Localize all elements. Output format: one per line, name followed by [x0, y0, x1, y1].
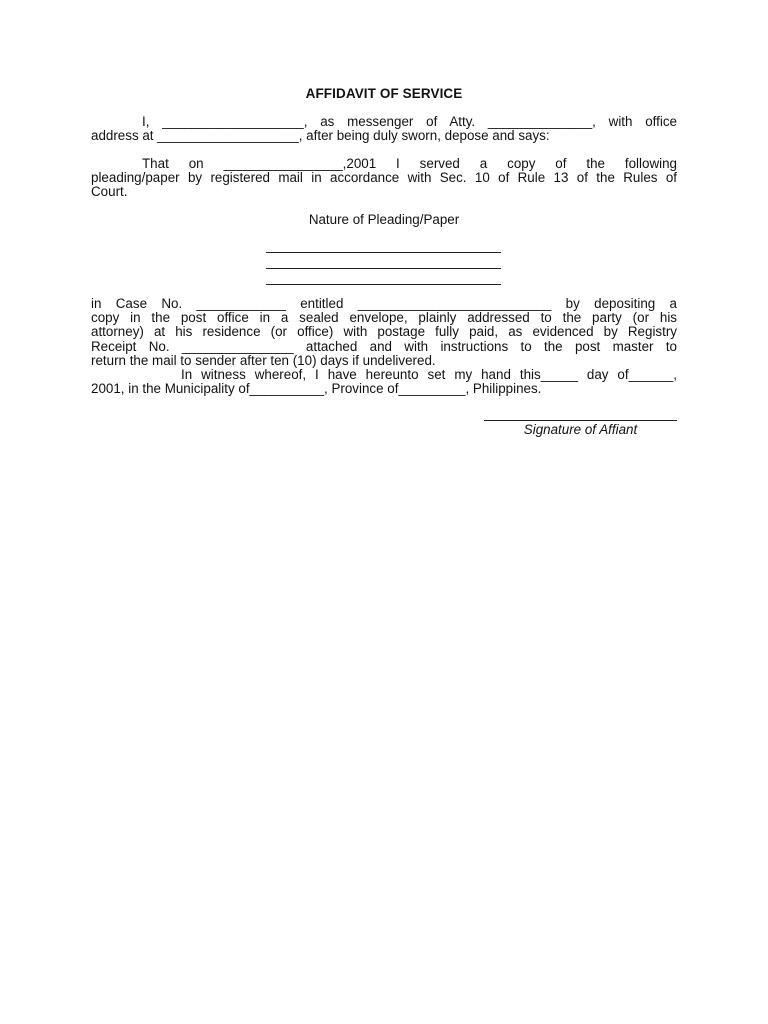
paragraph-service	[91, 157, 677, 200]
paragraph-line: In witness whereof, I have hereunto set my hand this_____ day of______,	[181, 367, 677, 382]
paragraph-line: copy in the post office in a sealed envelope, plainly addressed to the party (or his	[91, 310, 677, 326]
paragraph-line: 2001, in the Municipality of__________, Province of_________, Philippines.	[91, 381, 542, 397]
paragraph-line: pleading/paper by registered mail in accordance with Sec. 10 of Rule 13 of the Rules of	[91, 170, 677, 186]
paragraph-line: address at ___________________, after being duly sworn, depose and says:	[91, 128, 550, 144]
pleading-blank-line	[266, 268, 501, 269]
signature-line	[484, 420, 677, 421]
paragraph-line: I, ___________________, as messenger of Atty. ______________, with office	[142, 114, 677, 129]
nature-of-pleading-heading: Nature of Pleading/Paper	[308, 212, 460, 227]
paragraph-line: Court.	[91, 184, 128, 200]
signature-label: Signature of Affiant	[523, 422, 638, 437]
paragraph-messenger	[91, 115, 677, 143]
pleading-blank-line	[266, 284, 501, 285]
paragraph-line: return the mail to sender after ten (10) days if undelivered.	[91, 352, 436, 368]
paragraph-case-details	[91, 297, 677, 368]
paragraph-line: Receipt No. _______________ attached and with instructions to the post master to	[91, 338, 677, 354]
paragraph-witness	[91, 368, 677, 396]
paragraph-line: That on ________________,2001 I served a copy of the following	[142, 156, 677, 171]
pleading-blank-line	[266, 252, 501, 253]
document-title: AFFIDAVIT OF SERVICE	[305, 86, 463, 101]
paragraph-line: in Case No. ____________ entitled __________________________ by depositing a	[91, 296, 677, 311]
paragraph-line: attorney) at his residence (or office) with postage fully paid, as evidenced by Registry	[91, 324, 677, 340]
